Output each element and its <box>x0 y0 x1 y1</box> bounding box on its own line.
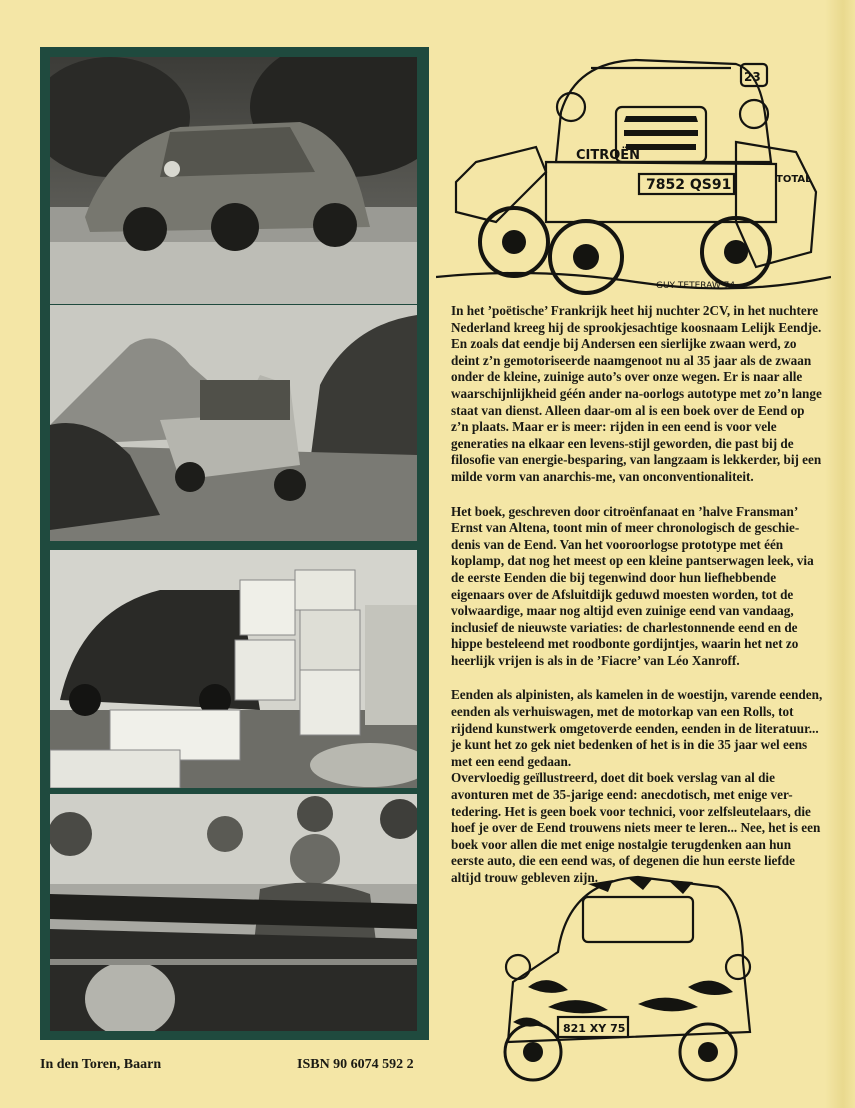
cartoon-rally-2cv-illustration <box>436 52 831 298</box>
photo-prototype-2cv <box>50 57 417 304</box>
grille-badge-text: CITROËN <box>576 148 641 163</box>
blurb-paragraph-2: Het boek, geschreven door citroënfanaat en ’halve Fransman’ Ernst van Altena, toont min of meer chronologisch de geschie-denis van de Eend. Van het vooroorlogse prototype met één koplamp, dat nog het meest op een kleine pantserwagen leek, via de eerste Eenden die bij tegenwind door hun liefhebbende eigenaars over de Afsluitdijk geduwd moesten worden, tot de volwaardige, maar nog altijd even zuinige eend van vandaag, inclusief de nieuwste variaties: de charlestonnende eend en de hippe besteleend met roodbonte gordijntjes, waarin het net zo heerlijk vrijen is als in de ’Fiacre’ van Léo Xanroff. <box>451 503 814 668</box>
photo-people-in-2cv <box>50 794 417 1031</box>
license-plate-text: 7852 QS91 <box>646 177 732 193</box>
publisher-line: In den Toren, Baarn <box>40 1057 162 1072</box>
blurb-paragraph-4: Overvloedig geïllustreerd, doet dit boek verslag van al die avonturen met de 35-jarige eend: anecdotisch, met enige ver-tedering. Het is geen boek voor technici, voor zelfsleutelaars, die hoef je over de Eend trouwens niets meer te leren... Nee, het is een boek voor allen die met enige nostalgie terugdenken aan hun eerste auto, die een eend was, of degenen die hun eerste liefde altijd trouw gebleven zijn. <box>451 770 821 885</box>
zebra-2cv-illustration <box>488 872 768 1092</box>
back-cover-blurb <box>451 303 823 905</box>
photo-mountain-2cv-van <box>50 305 417 541</box>
total-sticker-text: TOTAL <box>776 174 812 185</box>
race-number-text: 23 <box>744 70 761 84</box>
zebra-license-plate-text: 821 XY 75 <box>563 1022 626 1035</box>
artist-signature: GUY TETERAW 74 <box>656 281 736 291</box>
blurb-paragraph-1: In het ’poëtische’ Frankrijk heet hij nuchter 2CV, in het nuchtere Nederland kreeg hij de sprookjesachtige koosnaam Lelijk Eendje. En zoals dat eendje bij Andersen een sierlijke zwaan werd, zo deint z’n gemotoriseerde naamgenoot nu al 35 jaar als de zwaan onder de kleine, zuinige auto’s over onze wegen. Er is naar alle waarschijnlijkheid géén ander na-oorlogs autotype met zo’n lange staat van dienst. Alleen daar-om al is een boek over de Eend op z’n plaats. Maar er is meer: rijden in een eend is voor vele generaties na elkaar een levens-stijl geworden, die past bij de filosofie van energie-besparing, van langzaam is lekkerder, bij een milde vorm van anarchis-me, van onconventionaliteit. <box>451 303 822 484</box>
photo-strip <box>40 47 429 1040</box>
photo-2cv-with-boxes <box>50 550 417 788</box>
isbn-line: ISBN 90 6074 592 2 <box>297 1057 414 1072</box>
blurb-paragraph-3: Eenden als alpinisten, als kamelen in de woestijn, varende eenden, eenden als verhuiswagen, met de motorkap van een Rolls, tot rijdend kunstwerk omgetoverde eenden, eenden in de literatuur... je kunt het zo gek niet bedenken of het is in die 35 jaar wel eens met een eend gedaan. <box>451 687 823 769</box>
